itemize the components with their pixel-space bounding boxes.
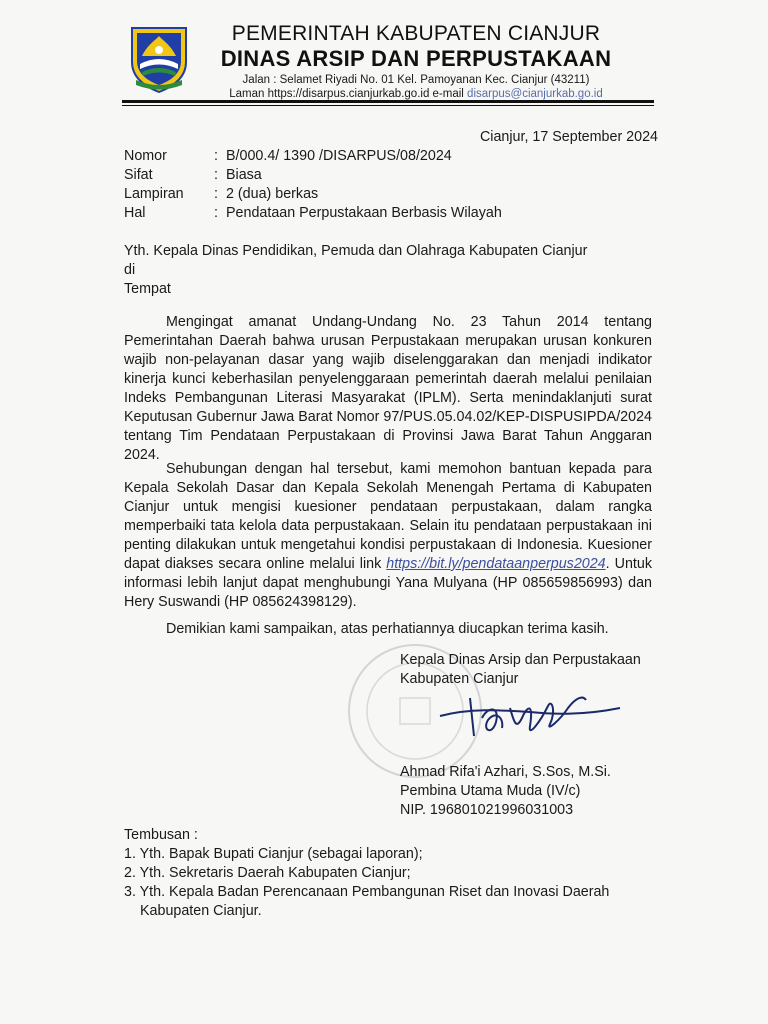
- letter-date: Cianjur, 17 September 2024: [479, 129, 658, 145]
- list-item: 1. Yth. Bapak Bupati Cianjur (sebagai laporan);: [124, 846, 423, 862]
- signature-block: [400, 651, 660, 820]
- meta-colon: :: [214, 186, 218, 202]
- paragraph-2-text: Sehubungan dengan hal tersebut, kami memohon bantuan kepada para Kepala Sekolah Dasar dan Kepala Sekolah Menengah Pertama di Kabupaten Cianjur untuk mengisi kuesioner pendataan perpustakaan, dalam rangka memperbaiki tata kelola data perpustakaan. Selain itu pendataan perpustakaan ini penting dilakukan untuk mengetahui kondisi perpustakaan di Indonesia. Kuesioner dapat diakses secara online melalui link: [124, 461, 652, 572]
- addressee-line: Tempat: [124, 281, 171, 297]
- letterhead-address: Jalan : Selamet Riyadi No. 01 Kel. Pamoyanan Kec. Cianjur (43211): [242, 74, 590, 86]
- letterhead-contact: [196, 87, 636, 101]
- paragraph-1: [124, 313, 652, 465]
- list-item: 3. Yth. Kepala Badan Perencanaan Pembangunan Riset dan Inovasi Daerah: [124, 884, 610, 900]
- signatory-rank: Pembina Utama Muda (IV/c): [400, 783, 581, 799]
- meta-value: Biasa: [226, 167, 262, 183]
- letter-meta: [124, 147, 502, 223]
- meta-value: B/000.4/ 1390 /DISARPUS/08/2024: [226, 148, 452, 164]
- cianjur-regency-emblem-icon: [128, 24, 190, 94]
- meta-value: 2 (dua) berkas: [226, 186, 319, 202]
- letterhead-rule-thick: [122, 100, 654, 103]
- meta-key: Sifat: [124, 167, 153, 183]
- meta-key: Lampiran: [124, 186, 184, 202]
- letterhead: [196, 22, 636, 101]
- letterhead-government: PEMERINTAH KABUPATEN CIANJUR: [231, 22, 601, 45]
- questionnaire-link[interactable]: https://bit.ly/pendataanperpus2024: [386, 556, 606, 572]
- letterhead-department: DINAS ARSIP DAN PERPUSTAKAAN: [220, 46, 612, 71]
- meta-key: Nomor: [124, 148, 167, 164]
- addressee-line: Yth. Kepala Dinas Pendidikan, Pemuda dan Olahraga Kabupaten Cianjur: [124, 243, 588, 259]
- signatory-name: Ahmad Rifa'i Azhari, S.Sos, M.Si.: [400, 764, 611, 780]
- meta-colon: :: [214, 167, 218, 183]
- signatory-nip: NIP. 196801021996031003: [400, 802, 574, 818]
- addressee: [124, 242, 587, 299]
- meta-row-hal: [124, 204, 502, 223]
- letterhead-email: disarpus@cianjurkab.go.id: [467, 88, 603, 100]
- meta-key: Hal: [124, 205, 146, 221]
- list-item: 2. Yth. Sekretaris Daerah Kabupaten Cianjur;: [124, 865, 411, 881]
- meta-row-sifat: [124, 166, 502, 185]
- letterhead-website: Laman https://disarpus.cianjurkab.go.id e-mail: [229, 88, 468, 100]
- paragraph-2-text-end: . Untuk informasi lebih lanjut dapat menghubungi Yana Mulyana (HP 085659856993) dan Hery Suswandi (HP 085624398129).: [124, 556, 652, 610]
- paragraph-2: [124, 460, 652, 612]
- signatory-title: Kepala Dinas Arsip dan Perpustakaan: [400, 652, 641, 668]
- letterhead-rule-thin: [122, 105, 654, 106]
- meta-row-nomor: [124, 147, 502, 166]
- cc-heading: Tembusan :: [124, 827, 198, 843]
- carbon-copy-list: [124, 826, 609, 921]
- addressee-line: di: [124, 262, 136, 278]
- meta-row-lampiran: [124, 185, 502, 204]
- meta-value: Pendataan Perpustakaan Berbasis Wilayah: [226, 205, 502, 221]
- meta-colon: :: [214, 205, 218, 221]
- meta-colon: :: [214, 148, 218, 164]
- paragraph-1-text: Mengingat amanat Undang-Undang No. 23 Tahun 2014 tentang Pemerintahan Daerah bahwa urusan Perpustakaan merupakan urusan konkuren wajib non-pelayanan dasar yang wajib diselenggarakan dan menjadi indikator kinerja kunci keberhasilan penyelenggaraan pemerintah daerah melalui penilaian Indeks Pembangunan Literasi Masyarakat (IPLM). Serta menindaklanjuti surat Keputusan Gubernur Jawa Barat Nomor 97/PUS.05.04.02/KEP-DISPUSIPDA/2024 tentang Tim Pendataan Perpustakaan di Provinsi Jawa Barat Tahun Anggaran 2024.: [124, 314, 652, 463]
- list-item-continuation: Kabupaten Cianjur.: [140, 903, 262, 919]
- closing-sentence: Demikian kami sampaikan, atas perhatiannya diucapkan terima kasih.: [166, 621, 609, 637]
- signatory-title-region: Kabupaten Cianjur: [400, 671, 519, 687]
